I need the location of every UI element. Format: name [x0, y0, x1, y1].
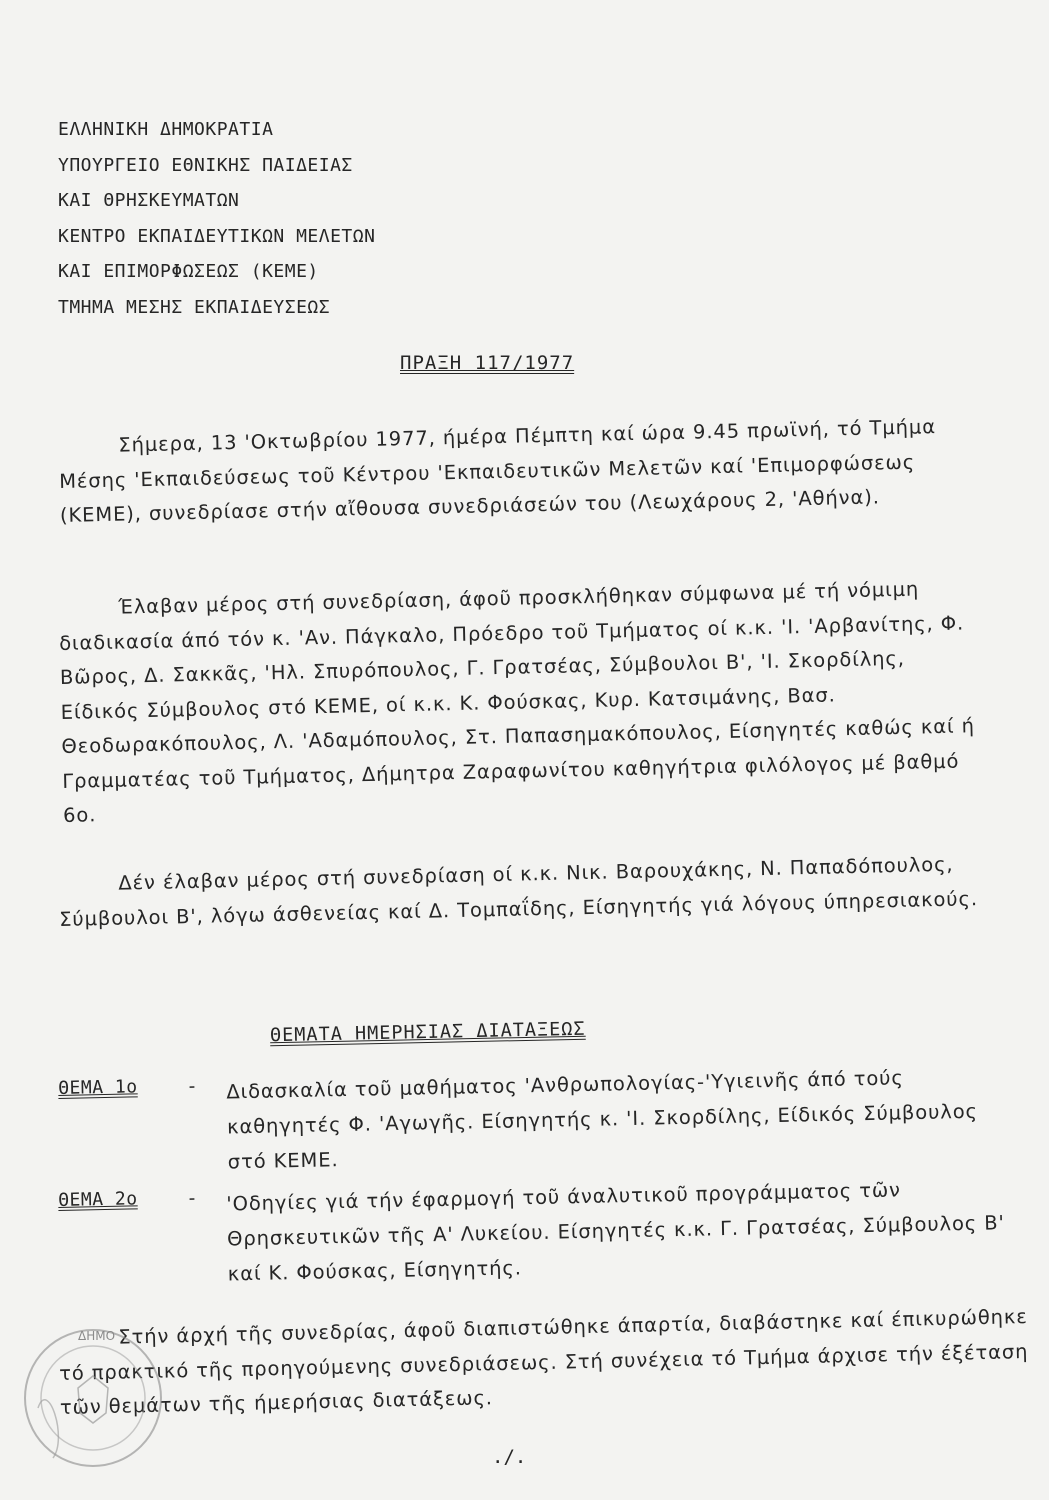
- letterhead-line: ΚΕΝΤΡΟ ΕΚΠΑΙΔΕΥΤΙΚΩΝ ΜΕΛΕΤΩΝ: [58, 225, 376, 247]
- letterhead-line: ΥΠΟΥΡΓΕΙΟ ΕΘΝΙΚΗΣ ΠΑΙΔΕΙΑΣ: [58, 154, 353, 176]
- agenda-item-label: ΘΕΜΑ 1ο: [58, 1076, 138, 1099]
- agenda-item: [58, 1058, 1018, 1174]
- agenda-title: ΘΕΜΑΤΑ ΗΜΕΡΗΣΙΑΣ ΔΙΑΤΑΞΕΩΣ: [269, 1018, 586, 1047]
- letterhead: [58, 112, 375, 325]
- agenda-item-label: ΘΕΜΑ 2ο: [58, 1188, 138, 1211]
- paragraph-text: Δέν έλαβαν μέρος στή συνεδρίαση οί κ.κ. Νικ. Βαρουχάκης, Ν. Παπαδόπουλος, Σύμβουλοι Β', λόγω άσθενείας καί Δ. Τομπαΐδης, Είσηγητής γιά λόγους ύπηρεσιακούς.: [58, 852, 979, 931]
- stamp-text: ΔΗΜΟ: [78, 1329, 116, 1343]
- paragraph-proceedings: [58, 1300, 1030, 1425]
- letterhead-line: ΚΑΙ ΘΡΗΣΚΕΥΜΑΤΩΝ: [58, 190, 240, 211]
- agenda-item-dash: -: [185, 1187, 198, 1210]
- paragraph-text: Στήν άρχή τῆς συνεδρίας, άφοῦ διαπιστώθηκε άπαρτία, διαβάστηκε καί έπικυρώθηκε τό πρακτικό τῆς προηγούμενης συνεδριάσεως. Στή συνέχεια τό Τμήμα άρχισε τήν έξέταση τῶν θεμάτων τῆς ήμερήσιας διατάξεως.: [58, 1305, 1029, 1419]
- paragraph-opening: [58, 409, 990, 534]
- stamp-seal-icon: [18, 1318, 168, 1478]
- agenda-item-text: 'Οδηγίες γιά τήν έφαρμογή τοῦ άναλυτικοῦ προγράμματος τῶν Θρησκευτικῶν τῆς Α' Λυκείου. Είσηγητές κ.κ. Γ. Γρατσέας, Σύμβουλος Β' καί Κ. Φούσκας, Είσηγητής.: [226, 1178, 1006, 1286]
- letterhead-line: ΤΜΗΜΑ ΜΕΣΗΣ ΕΚΠΑΙΔΕΥΣΕΩΣ: [58, 296, 331, 318]
- agenda-item-dash: -: [185, 1075, 198, 1098]
- official-stamp: [18, 1318, 168, 1478]
- paragraph-attendees: [58, 571, 993, 834]
- agenda-item-text: Διδασκαλία τοῦ μαθήματος 'Ανθρωπολογίας-'Υγιεινῆς άπό τούς καθηγητές Φ. 'Αγωγῆς. Είσηγητής κ. 'Ι. Σκορδίλης, Είδικός Σύμβουλος στό ΚΕΜΕ.: [226, 1066, 979, 1174]
- continuation-mark: ./.: [492, 1446, 527, 1468]
- document-title: ΠΡΑΞΗ 117/1977: [400, 352, 575, 374]
- letterhead-line: ΚΑΙ ΕΠΙΜΟΡΦΩΣΕΩΣ (ΚΕΜΕ): [58, 261, 319, 282]
- letterhead-line: ΕΛΛΗΝΙΚΗ ΔΗΜΟΚΡΑΤΙΑ: [58, 119, 274, 140]
- paragraph-absentees: [58, 847, 989, 937]
- paragraph-text: Σήμερα, 13 'Οκτωβρίου 1977, ήμέρα Πέμπτη καί ώρα 9.45 πρωϊνή, τό Τμήμα Μέσης 'Εκπαιδεύσεως τοῦ Κέντρου 'Εκπαιδευτικῶν Μελετῶν καί 'Επιμορφώσεως (ΚΕΜΕ), συνεδρίασε στήν αἴθουσα συνεδριάσεών του (Λεωχάρους 2, 'Αθήνα).: [58, 415, 937, 527]
- paragraph-text: Έλαβαν μέρος στή συνεδρίαση, άφοῦ προσκλήθηκαν σύμφωνα μέ τή νόμιμη διαδικασία άπό τόν κ. 'Αν. Πάγκαλο, Πρόεδρο τοῦ Τμήματος οί κ.κ. 'Ι. 'Αρβανίτης, Φ. Βῶρος, Δ. Σακκᾶς, 'Ηλ. Σπυρόπουλος, Γ. Γρατσέας, Σύμβουλοι Β', 'Ι. Σκορδίλης, Είδικός Σύμβουλος στό ΚΕΜΕ, οί κ.κ. Κ. Φούσκας, Κυρ. Κατσιμάνης, Βασ. Θεοδωρακόπουλος, Λ. 'Αδαμόπουλος, Στ. Παπασημακόπουλος, Είσηγητές καθώς καί ή Γραμματέας τοῦ Τμήματος, Δήμητρα Ζαραφωνίτου καθηγήτρια φιλόλογος μέ βαθμό 6ο.: [58, 577, 976, 827]
